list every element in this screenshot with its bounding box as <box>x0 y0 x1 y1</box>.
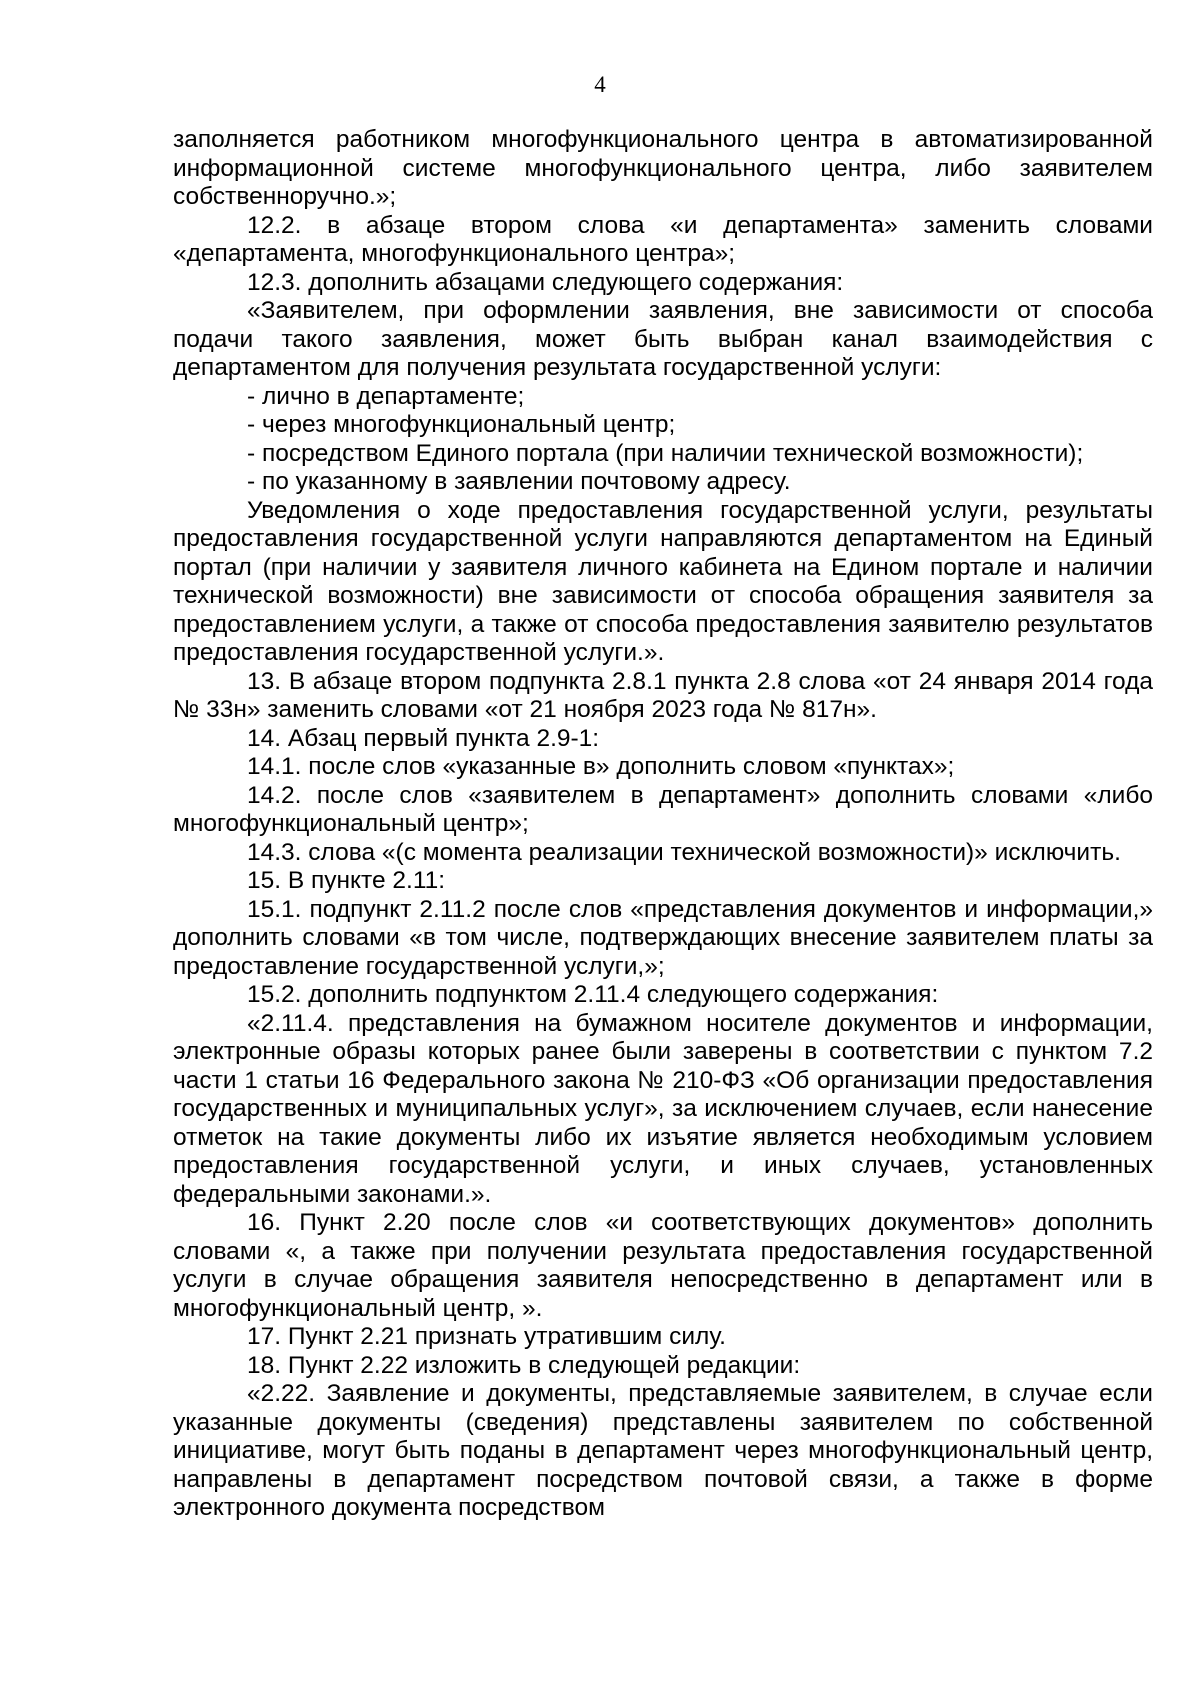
paragraph-12-2: 12.2. в абзаце втором слова «и департамента» заменить словами «департамента, многофункционального центра»; <box>173 211 1153 267</box>
paragraph-13: 13. В абзаце втором подпункта 2.8.1 пункта 2.8 слова «от 24 января 2014 года № 33н» заменить словами «от 21 ноября 2023 года № 817н». <box>173 667 1153 723</box>
paragraph-15-1: 15.1. подпункт 2.11.2 после слов «представления документов и информации,» дополнить словами «в том числе, подтверждающих внесение заявителем платы за предоставление государственной услуги,»; <box>173 895 1153 980</box>
paragraph-14-2: 14.2. после слов «заявителем в департамент» дополнить словами «либо многофункциональный центр»; <box>173 781 1153 837</box>
paragraph-continuation: заполняется работником многофункционального центра в автоматизированной информационной системе многофункционального центра, либо заявителем собственноручно.»; <box>173 126 1153 210</box>
paragraph-18: 18. Пункт 2.22 изложить в следующей редакции: <box>247 1351 801 1379</box>
page-number: 4 <box>594 72 606 97</box>
list-item-portal: - посредством Единого портала (при наличии технической возможности); <box>247 439 1084 467</box>
paragraph-14: 14. Абзац первый пункта 2.9-1: <box>247 724 600 752</box>
paragraph-14-1: 14.1. после слов «указанные в» дополнить словом «пунктах»; <box>247 753 955 780</box>
paragraph-applicant-channel: «Заявителем, при оформлении заявления, вне зависимости от способа подачи такого заявления, может быть выбран канал взаимодействия с департаментом для получения результата государственной услуги: <box>173 297 1153 381</box>
list-item-mfc: - через многофункциональный центр; <box>247 411 676 438</box>
paragraph-2-22: «2.22. Заявление и документы, представляемые заявителем, в случае если указанные документы (сведения) представлены заявителем по собственной инициативе, могут быть поданы в департамент через многофункциональный центр, направлены в департамент посредством почтовой связи, а также в форме электронного документа посредством <box>173 1380 1153 1521</box>
paragraph-2-11-4: «2.11.4. представления на бумажном носителе документов и информации, электронные образы которых ранее были заверены в соответствии с пунктом 7.2 части 1 статьи 16 Федерального закона № 210-ФЗ «Об организации предоставления государственных и муниципальных услуг», за исключением случаев, если нанесение отметок на такие документы либо их изъятие является необходимым условием предоставления государственной услуги, и иных случаев, установленных федеральными законами.». <box>173 1009 1153 1208</box>
paragraph-14-3: 14.3. слова «(с момента реализации технической возможности)» исключить. <box>247 838 1121 866</box>
paragraph-17: 17. Пункт 2.21 признать утратившим силу. <box>247 1323 726 1350</box>
list-item-postal: - по указанному в заявлении почтовому адресу. <box>247 468 791 495</box>
paragraph-notifications: Уведомления о ходе предоставления государственной услуги, результаты предоставления государственной услуги направляются департаментом на Единый портал (при наличии у заявителя личного кабинета на Едином портале и наличии технической возможности) вне зависимости от способа обращения заявителя за предоставлением услуги, а также от способа предоставления заявителю результатов предоставления государственной услуги.». <box>173 496 1153 666</box>
document-body <box>173 126 1153 1523</box>
list-item-in-person: - лично в департаменте; <box>247 382 525 410</box>
paragraph-15: 15. В пункте 2.11: <box>247 867 446 894</box>
paragraph-16: 16. Пункт 2.20 после слов «и соответствующих документов» дополнить словами «, а также при получении результата предоставления государственной услуги в случае обращения заявителя непосредственно в департамент или в многофункциональный центр, ». <box>173 1209 1153 1322</box>
paragraph-15-2: 15.2. дополнить подпунктом 2.11.4 следующего содержания: <box>247 981 939 1008</box>
paragraph-12-3: 12.3. дополнить абзацами следующего содержания: <box>247 268 844 296</box>
